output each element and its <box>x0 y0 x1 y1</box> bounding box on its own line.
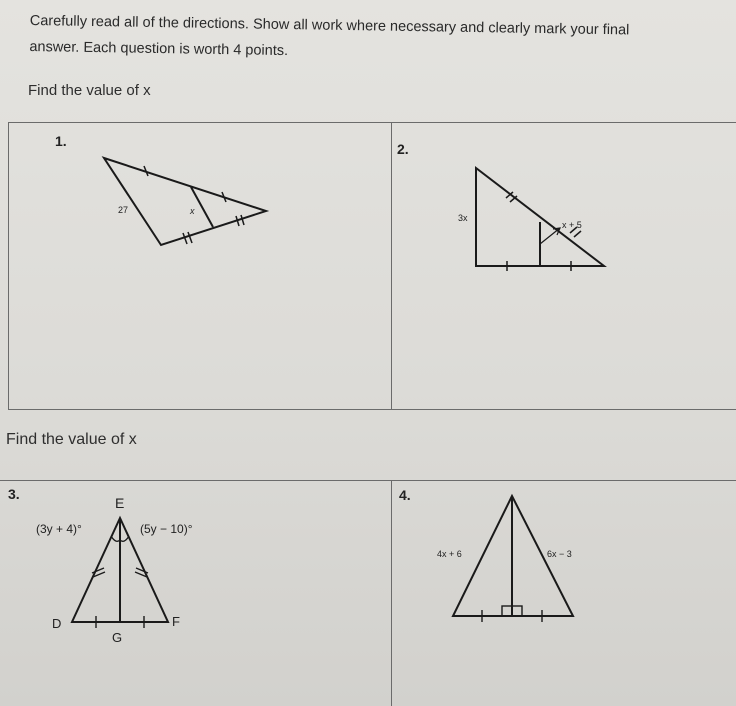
right-angle-label: (5y − 10)° <box>140 522 193 536</box>
problem-4-left-label: 4x + 6 <box>437 549 462 559</box>
section-heading-2: Find the value of x <box>6 431 137 448</box>
vertex-e-label: E <box>115 495 125 511</box>
problem-2-segment-label: x + 5 <box>562 220 582 230</box>
vertex-g-label: G <box>112 630 123 645</box>
problem-number-4: 4. <box>399 487 411 503</box>
problem-number-3: 3. <box>8 486 20 502</box>
vertex-d-label: D <box>52 616 62 631</box>
problem-number-1: 1. <box>55 133 67 149</box>
problem-number-2: 2. <box>397 141 409 157</box>
section-heading-1: Find the value of x <box>28 82 151 99</box>
vertex-f-label: F <box>172 614 180 629</box>
instructions-line-2: answer. Each question is worth 4 points. <box>29 38 289 60</box>
problem-1-unknown-label: x <box>190 206 195 216</box>
problem-1-side-label: 27 <box>118 205 129 215</box>
problem-2-left-label: 3x <box>458 213 468 223</box>
left-angle-label: (3y + 4)° <box>36 522 82 536</box>
instructions-line-1: Carefully read all of the directions. Show all work where necessary and clearly mark your final <box>29 12 630 39</box>
problem-4-right-label: 6x − 3 <box>547 549 572 559</box>
